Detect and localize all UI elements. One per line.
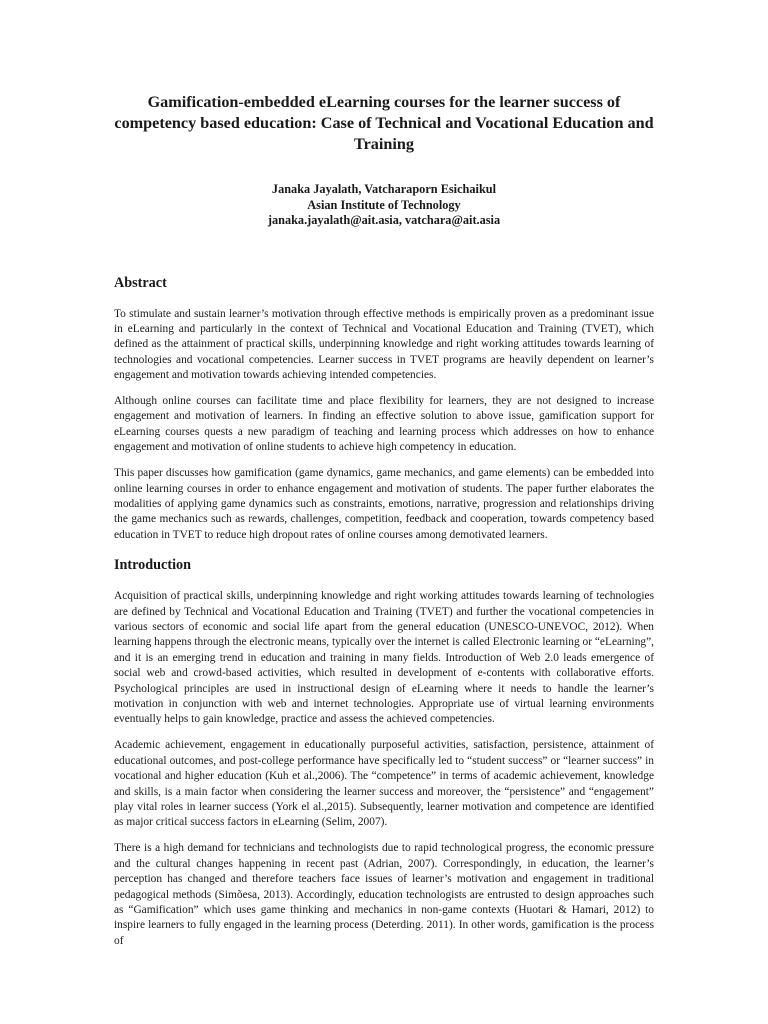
introduction-paragraph-3: There is a high demand for technicians and technologists due to rapid technological progress, the economic pressure and the cultural changes happening in recent past (Adrian, 2007). Correspondingly, in education, the learner’s perception has changed and therefore teachers face issues of learner’s motivation and engagement in traditional pedagogical methods (Simõesa, 2013). Accordingly, education technologists are entrusted to design approaches such as “Gamification” which uses game thinking and mechanics in non-game contexts (Huotari & Hamari, 2012) to inspire learners to fully engaged in the learning process (Deterding. 2011). In other words, gamification is the process of — [114, 842, 654, 947]
abstract-paragraph-3: This paper discusses how gamification (game dynamics, game mechanics, and game elements) can be embedded into online learning courses in order to enhance engagement and motivation of students. The paper further elaborates the modalities of applying game dynamics such as constraints, emotions, narrative, progression and relationships driving the game mechanics such as rewards, challenges, competition, feedback and cooperation, towards competency based education in TVET to reduce high dropout rates of online courses among demotivated learners. — [114, 467, 654, 541]
paper-title: Gamification-embedded eLearning courses for the learner success of competency based education: Case of Technical and Vocational Education and Training — [114, 93, 654, 153]
author-affiliation: Asian Institute of Technology — [307, 197, 461, 212]
abstract-paragraph-2: Although online courses can facilitate time and place flexibility for learners, they are not designed to increase engagement and motivation of learners. In finding an effective solution to above issue, gamification support for eLearning courses quests a new paradigm of teaching and learning process which addresses on how to enhance engagement and motivation of online students to achieve high competency in education. — [114, 395, 654, 454]
abstract-paragraph-1: To stimulate and sustain learner’s motivation through effective methods is empirically proven as a predominant issue in eLearning and particularly in the context of Technical and Vocational Education and Training (TVET), which defined as the attainment of practical skills, underpinning knowledge and right working attitudes towards learning of technologies and vocational competencies. Learner success in TVET programs are heavily dependent on learner’s engagement and motivation towards achieving intended competencies. — [114, 307, 654, 382]
author-emails: janaka.jayalath@ait.asia, vatchara@ait.asia — [267, 213, 501, 227]
abstract-heading: Abstract — [114, 274, 167, 291]
author-block — [114, 182, 654, 229]
author-names: Janaka Jayalath, Vatcharaporn Esichaikul — [271, 182, 497, 196]
introduction-paragraph-1: Acquisition of practical skills, underpinning knowledge and right working attitudes towards learning of technologies are defined by Technical and Vocational Education and Training (TVET) and further the vocational competencies in various sectors of economic and social life apart from the general education (UNESCO-UNEVOC, 2012). When learning happens through the electronic means, typically over the internet is called Electronic learning or “eLearning”, and it is an emerging trend in education and training in many fields. Introduction of Web 2.0 leads emergence of social web and crowd-based activities, which resulted in development of e-contents with collaborative efforts. Psychological principles are used in instructional design of eLearning where it needs to handle the learner’s motivation in conjunction with web and internet technologies. Appropriate use of virtual learning environments eventually helps to gain knowledge, practice and assess the achieved competencies. — [114, 590, 654, 726]
introduction-heading: Introduction — [114, 557, 191, 574]
introduction-paragraph-2: Academic achievement, engagement in educationally purposeful activities, satisfaction, persistence, attainment of educational outcomes, and post-college performance have specifically led to “student success” or “learner success” in vocational and higher education (Kuh et al.,2006). The “competence” in terms of academic achievement, knowledge and skills, is a main factor when considering the learner success and moreover, the “persistence” and “engagement” play vital roles in learner success (York el al.,2015). Subsequently, learner motivation and competence are identified as major critical success factors in eLearning (Selim, 2007). — [114, 739, 654, 829]
